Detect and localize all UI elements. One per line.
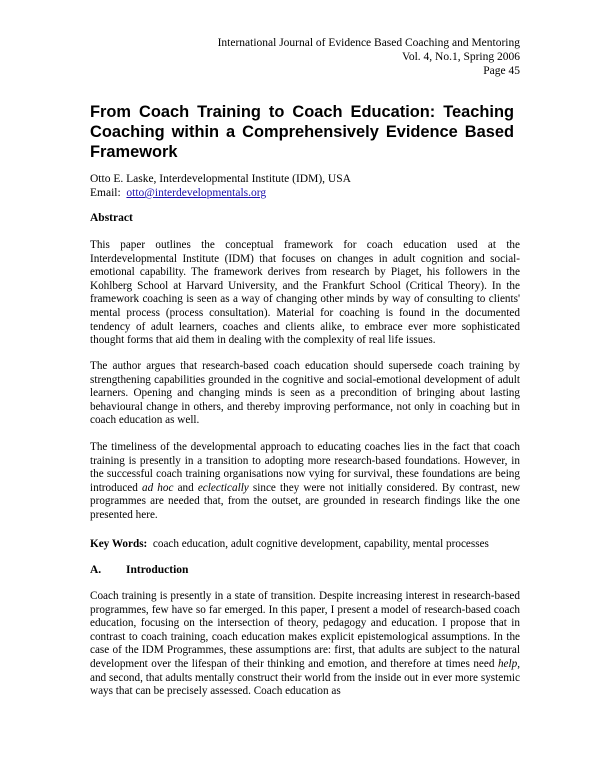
email-link[interactable]: otto@interdevelopmentals.org [126,187,267,199]
journal-header [218,36,520,78]
section-title: Introduction [126,564,189,576]
author-block [90,172,351,200]
intro-italic-help: help [497,657,518,670]
abstract-paragraph-2: The author argues that research-based coach education should supersede coach training by strengthening capabilities grounded in the cognitive and social-emotional development of adult learners. Opening and changing minds is seen as a precondition of bringing about lasting behavioural change in others, and thereby improving performance, not only in coaching but in coach education as well. [90,360,520,427]
p3-text-b: and [177,481,194,494]
article-title: From Coach Training to Coach Education: Teaching Coaching within a Comprehensively Evidence Based Framework [90,103,514,161]
page-number: Page 45 [483,65,520,77]
keywords-text: coach education, adult cognitive development, capability, mental processes [152,538,489,550]
p3-italic-eclectically: eclectically [197,481,249,494]
journal-volume: Vol. 4, No.1, Spring 2006 [402,51,520,63]
p3-text-c: since they were not initially considered. By contrast, new programmes are needed that, from the outset, are grounded in research findings like the one presented here. [90,481,521,521]
p3-text-a: The timeliness of the developmental approach to educating coaches lies in the fact that coach training is presently in a transition to adopting more research-based foundations. However, in the successful coach training organisations now vying for survival, these foundations are being introduced [90,441,520,494]
email-line [90,186,351,200]
intro-text-b: , and second, that adults mentally construct their world from the inside out in ever more systemic ways that can be precisely assessed. Coach education as [90,657,520,698]
p3-italic-adhoc: ad hoc [141,481,174,494]
author-line: Otto E. Laske, Interdevelopmental Institute (IDM), USA [90,173,351,185]
keywords-line [90,537,489,551]
abstract-paragraph-3 [90,441,520,523]
intro-paragraph [90,590,520,699]
section-number: A. [90,564,102,576]
journal-name: International Journal of Evidence Based Coaching and Mentoring [217,37,520,49]
abstract-paragraph-1: This paper outlines the conceptual framework for coach education used at the Interdevelopmental Institute (IDM) that focuses on changes in adult cognition and social-emotional capability. The framework derives from research by Piaget, his followers in the Kohlberg School at Harvard University, and the Frankfurt School (Critical Theory). In the framework coaching is seen as a way of changing other minds by way of consulting to clients' mental process (process consultation). Material for coaching is found in the documented tendency of adult learners, coaches and clients alike, to embrace ever more sophisticated thought forms that aid them in dealing with the complexity of real life issues. [90,239,520,347]
keywords-label: Key Words: [90,538,148,550]
intro-text-a: Coach training is presently in a state of transition. Despite increasing interest in research-based programmes, few have so far emerged. In this paper, I present a model of research-based coach education, focusing on the intersection of theory, pedagogy and education. I propose that in contrast to coach training, coach education makes explicit epistemological assumptions. In the case of the IDM Programmes, these assumptions are: first, that adults are subject to the natural development over the lifespan of their thinking and emotion, and therefore at times need [90,590,520,670]
abstract-heading: Abstract [90,212,133,224]
email-label: Email: [90,187,121,199]
section-heading [90,564,188,576]
